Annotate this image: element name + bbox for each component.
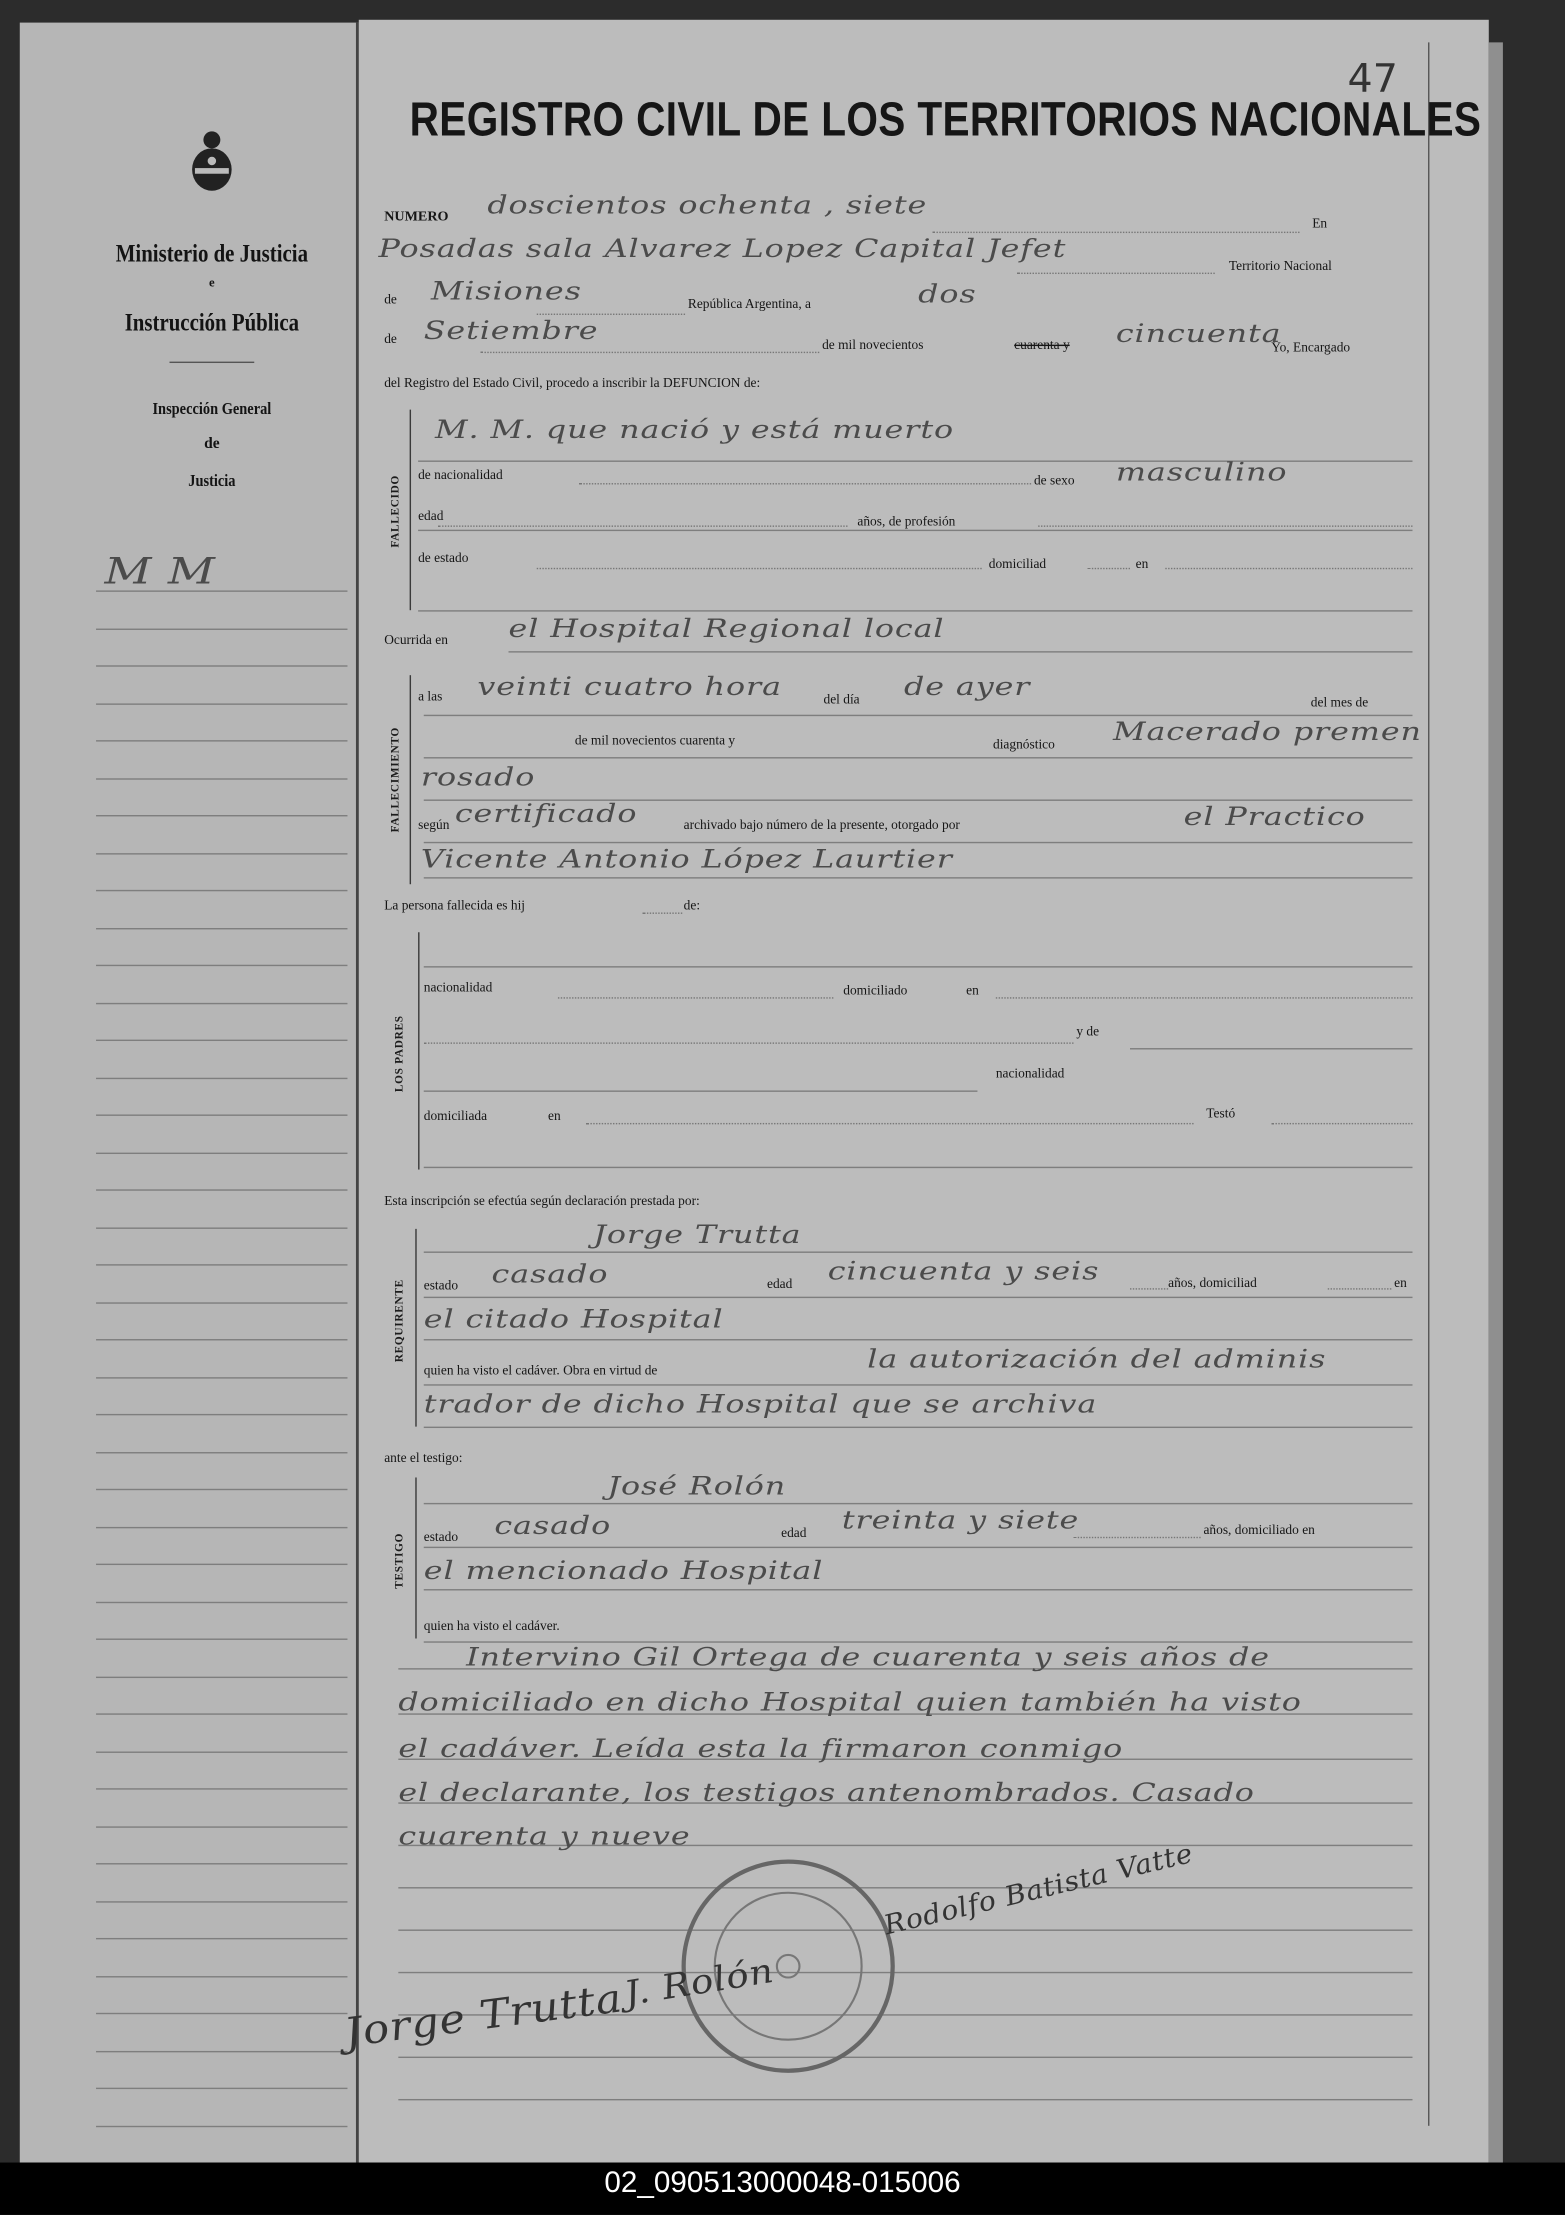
numero-label: NUMERO xyxy=(384,209,449,225)
form-dotted-leader xyxy=(558,997,833,998)
margin-note: M M xyxy=(104,550,216,594)
file-id: 02_090513000048-015006 xyxy=(604,2166,961,2200)
fallecimiento-bracket xyxy=(410,675,411,884)
form-dotted-leader xyxy=(480,352,819,353)
form-rule xyxy=(424,1090,978,1091)
sidebar-divider xyxy=(170,362,255,363)
mes-label: del mes de xyxy=(1310,696,1369,711)
form-dotted-leader xyxy=(643,912,683,913)
testigo-domicilio-value: el mencionado Hospital xyxy=(423,1556,824,1587)
requirente-name: Jorge Trutta xyxy=(593,1220,802,1251)
sidebar-rule xyxy=(96,1564,347,1565)
estado-label: de estado xyxy=(418,552,469,567)
padres-domiciliado-label: domiciliado xyxy=(843,984,908,999)
form-dotted-leader xyxy=(1038,525,1412,526)
form-rule xyxy=(424,877,1413,878)
sidebar-rule xyxy=(96,890,347,891)
domiciliada-label: domiciliada xyxy=(423,1110,488,1125)
form-dotted-leader xyxy=(579,483,1031,484)
testigo-name: José Rolón xyxy=(607,1471,787,1502)
sexo-value: masculino xyxy=(1115,457,1288,488)
form-rule xyxy=(424,1503,1413,1504)
form-dotted-leader xyxy=(996,997,1413,998)
requirente-bracket xyxy=(415,1229,416,1427)
republica-label: República Argentina, a xyxy=(687,298,811,313)
sidebar-rule xyxy=(96,1526,347,1527)
form-dotted-leader xyxy=(1074,1537,1201,1538)
form-dotted-leader xyxy=(1088,568,1130,569)
dia-value: de ayer xyxy=(904,672,1031,703)
sidebar-rule xyxy=(96,1938,347,1939)
inspection-line1: Inspección General xyxy=(152,398,272,419)
sidebar-rule xyxy=(96,1227,347,1228)
form-rule xyxy=(424,842,1413,843)
form-dotted-leader xyxy=(1328,1288,1392,1289)
form-rule xyxy=(424,1384,1413,1385)
sidebar-rule xyxy=(96,1826,347,1827)
coat-of-arms-icon xyxy=(188,127,236,192)
sidebar-rule xyxy=(96,1152,347,1153)
padres-en2-label: en xyxy=(548,1110,561,1125)
sidebar-rule xyxy=(96,1264,347,1265)
sexo-label: de sexo xyxy=(1033,474,1075,489)
profesion-label: años, de profesión xyxy=(857,515,956,530)
segun-value: certificado xyxy=(454,799,638,830)
sidebar-rule xyxy=(96,778,347,779)
form-rule xyxy=(509,651,1413,652)
sidebar-rule xyxy=(96,1601,347,1602)
diagnostico-label: diagnóstico xyxy=(992,738,1055,753)
padres-nacionalidad2-label: nacionalidad xyxy=(995,1067,1065,1082)
place-value: Posadas sala Alvarez Lopez Capital Jefet xyxy=(378,234,1067,265)
form-rule xyxy=(424,1297,1413,1298)
encargado-label: Yo, Encargado xyxy=(1271,341,1351,356)
edad-label: edad xyxy=(418,509,444,525)
fallecido-name: M. M. que nació y está muerto xyxy=(435,415,955,445)
requirente-en-label: en xyxy=(1394,1276,1407,1292)
y-de-label: y de xyxy=(1076,1025,1100,1040)
sidebar-rule xyxy=(96,1414,347,1415)
sidebar-rule xyxy=(96,740,347,741)
form-rule xyxy=(398,1972,1412,1973)
domiciliado-label: domiciliad xyxy=(988,557,1047,573)
de-label-1: de xyxy=(384,293,397,308)
testo-label: Testó xyxy=(1206,1107,1236,1122)
sidebar-rule xyxy=(96,815,347,816)
padres-nacionalidad-label: nacionalidad xyxy=(423,981,493,996)
territory-value: Misiones xyxy=(430,276,582,307)
sidebar-rule xyxy=(96,628,347,629)
page-number: 47 xyxy=(1347,55,1398,102)
testigo-edad-label: edad xyxy=(781,1526,807,1542)
form-rule xyxy=(418,610,1412,611)
testigo-intro: ante el testigo: xyxy=(384,1452,463,1467)
sidebar-rule xyxy=(96,1339,347,1340)
sidebar-rule xyxy=(96,2013,347,2014)
form-rule xyxy=(424,757,1413,758)
diagnostico-cont: rosado xyxy=(420,762,536,793)
sidebar-rule xyxy=(96,1114,347,1115)
observation-line-1: Intervino Gil Ortega de cuarenta y seis años de xyxy=(466,1642,1270,1673)
form-rule xyxy=(424,1547,1413,1548)
hora-value: veinti cuatro hora xyxy=(477,672,782,703)
obra-cont: trador de dicho Hospital que se archiva xyxy=(423,1389,1098,1420)
sidebar-rule xyxy=(96,1863,347,1864)
form-dotted-leader xyxy=(537,568,982,569)
testigo-section-label: TESTIGO xyxy=(392,1532,406,1589)
sidebar-rule xyxy=(96,965,347,966)
fallecido-section-label: FALLECIDO xyxy=(388,474,402,548)
observation-line-2: domiciliado en dicho Hospital quien también ha visto xyxy=(398,1687,1302,1718)
sidebar-rule xyxy=(96,590,347,591)
sidebar-rule xyxy=(96,1788,347,1789)
sidebar-rule xyxy=(96,2088,347,2089)
sidebar-rule xyxy=(96,1189,347,1190)
del-dia-label: del día xyxy=(823,693,860,708)
sidebar-rule xyxy=(96,1975,347,1976)
fallecimiento-section-label: FALLECIMIENTO xyxy=(388,726,402,833)
numero-value: doscientos ochenta , siete xyxy=(487,190,928,221)
testigo-edad-value: treinta y siete xyxy=(841,1505,1080,1536)
form-rule xyxy=(424,1589,1413,1590)
form-dotted-leader xyxy=(932,232,1299,233)
ministry-name-line2: Instrucción Pública xyxy=(124,307,300,337)
sidebar-rule xyxy=(96,665,347,666)
padres-en-label: en xyxy=(966,984,979,999)
observation-line-5: cuarenta y nueve xyxy=(398,1822,691,1852)
sidebar-rule xyxy=(96,1713,347,1714)
requirente-edad-value: cincuenta y seis xyxy=(827,1257,1100,1287)
form-rule xyxy=(424,715,1413,716)
form-rule xyxy=(398,2099,1412,2100)
form-rule xyxy=(398,1887,1412,1888)
ocurrida-value: el Hospital Regional local xyxy=(508,614,945,645)
sidebar-rule xyxy=(96,2125,347,2126)
form-rule xyxy=(424,1427,1413,1428)
day-value: dos xyxy=(918,279,977,310)
requirente-estado-label: estado xyxy=(423,1279,459,1294)
en-label-fallecido: en xyxy=(1135,557,1149,573)
segun-label: según xyxy=(418,819,450,834)
persona-line: La persona fallecida es hij xyxy=(384,899,526,914)
en-label: En xyxy=(1312,217,1328,232)
year-struck: cuarenta y xyxy=(1014,339,1070,354)
inspection-de: de xyxy=(204,435,220,452)
sidebar-rule xyxy=(96,1751,347,1752)
requirente-domicilio-value: el citado Hospital xyxy=(423,1305,724,1335)
requirente-estado-value: casado xyxy=(491,1259,609,1290)
ministry-name-e: e xyxy=(209,275,215,290)
testigo-estado-label: estado xyxy=(423,1531,459,1546)
sidebar-rule xyxy=(96,1676,347,1677)
form-rule xyxy=(398,2057,1412,2058)
form-rule xyxy=(424,966,1413,967)
requirente-cadaver-label: quien ha visto el cadáver. Obra en virtud de xyxy=(423,1364,658,1379)
sidebar-rule xyxy=(96,1901,347,1902)
form-rule xyxy=(424,1251,1413,1252)
testigo-domicilio-label: años, domiciliado en xyxy=(1203,1524,1315,1539)
form-rule xyxy=(424,1339,1413,1340)
form-rule xyxy=(1130,1048,1413,1049)
persona-de-label: de: xyxy=(683,899,701,914)
nacionalidad-label: de nacionalidad xyxy=(418,468,503,484)
padres-bracket xyxy=(418,932,419,1169)
sidebar-rule xyxy=(96,1077,347,1078)
signature-left: Jorge Trutta xyxy=(341,1974,626,2057)
requirente-edad-label: edad xyxy=(766,1278,793,1293)
year-label: de mil novecientos xyxy=(822,339,924,354)
fallecido-bracket xyxy=(410,410,411,611)
inscripcion-line: Esta inscripción se efectúa según declaración prestada por: xyxy=(384,1194,700,1210)
observation-line-4: el declarante, los testigos antenombrados. Casado xyxy=(398,1778,1255,1808)
a-las-label: a las xyxy=(418,690,443,705)
testigo-cadaver-label: quien ha visto el cadáver. xyxy=(423,1620,560,1635)
inspection-line3: Justicia xyxy=(188,470,236,491)
ocurrida-label: Ocurrida en xyxy=(384,634,448,649)
registro-line: del Registro del Estado Civil, procedo a inscribir la DEFUNCION de: xyxy=(384,377,761,392)
left-page-stub xyxy=(20,23,373,2163)
sidebar-rule xyxy=(96,1040,347,1041)
sidebar-rule xyxy=(96,2050,347,2051)
archivado-label: archivado bajo número de la presente, otorgado por xyxy=(683,819,960,834)
testigo-estado-value: casado xyxy=(494,1511,612,1542)
form-dotted-leader xyxy=(586,1123,1193,1124)
ministry-name-line1: Ministerio de Justicia xyxy=(115,238,308,267)
sidebar-rule xyxy=(96,852,347,853)
sidebar-rule xyxy=(96,1302,347,1303)
sidebar-rule xyxy=(96,1639,347,1640)
signature-right: Rodolfo Batista Vatte xyxy=(880,1838,1197,1942)
requirente-domicilio-label: años, domiciliad xyxy=(1168,1276,1257,1292)
sidebar-rule xyxy=(96,1002,347,1003)
doctor-value: Vicente Antonio López Laurtier xyxy=(420,844,953,875)
form-dotted-leader xyxy=(1130,1288,1168,1289)
de-label-2: de xyxy=(384,333,397,348)
sidebar-rule xyxy=(96,1376,347,1377)
right-rule xyxy=(1428,42,1429,2125)
anio-label: de mil novecientos cuarenta y xyxy=(574,734,736,749)
territorio-label: Territorio Nacional xyxy=(1228,259,1332,275)
year-value: cincuenta xyxy=(1115,319,1282,349)
form-dotted-leader xyxy=(1017,273,1215,274)
testigo-bracket xyxy=(415,1477,416,1638)
form-dotted-leader xyxy=(1271,1123,1412,1124)
signature-middle: J. Rolón xyxy=(620,1950,778,2014)
sidebar-rule xyxy=(96,703,347,704)
form-dotted-leader xyxy=(424,1042,1074,1043)
form-rule xyxy=(424,1167,1413,1168)
document-title: REGISTRO CIVIL DE LOS TERRITORIOS NACIONALES xyxy=(409,93,1482,147)
binding-line xyxy=(356,23,359,2163)
form-dotted-leader xyxy=(1165,568,1412,569)
obra-value: la autorización del adminis xyxy=(867,1344,1327,1375)
diagnostico-value: Macerado premen xyxy=(1113,717,1422,748)
sidebar-rule xyxy=(96,1489,347,1490)
month-value: Setiembre xyxy=(423,316,599,347)
form-dotted-leader xyxy=(438,525,848,526)
observation-line-3: el cadáver. Leída esta la firmaron conmigo xyxy=(398,1734,1124,1765)
requirente-section-label: REQUIRENTE xyxy=(392,1279,406,1363)
padres-section-label: LOS PADRES xyxy=(392,1015,406,1093)
page-edge xyxy=(1489,42,1503,2162)
sidebar-rule xyxy=(96,927,347,928)
sidebar-rule xyxy=(96,1451,347,1452)
form-dotted-leader xyxy=(537,314,685,315)
otorgado-value: el Practico xyxy=(1183,802,1366,832)
